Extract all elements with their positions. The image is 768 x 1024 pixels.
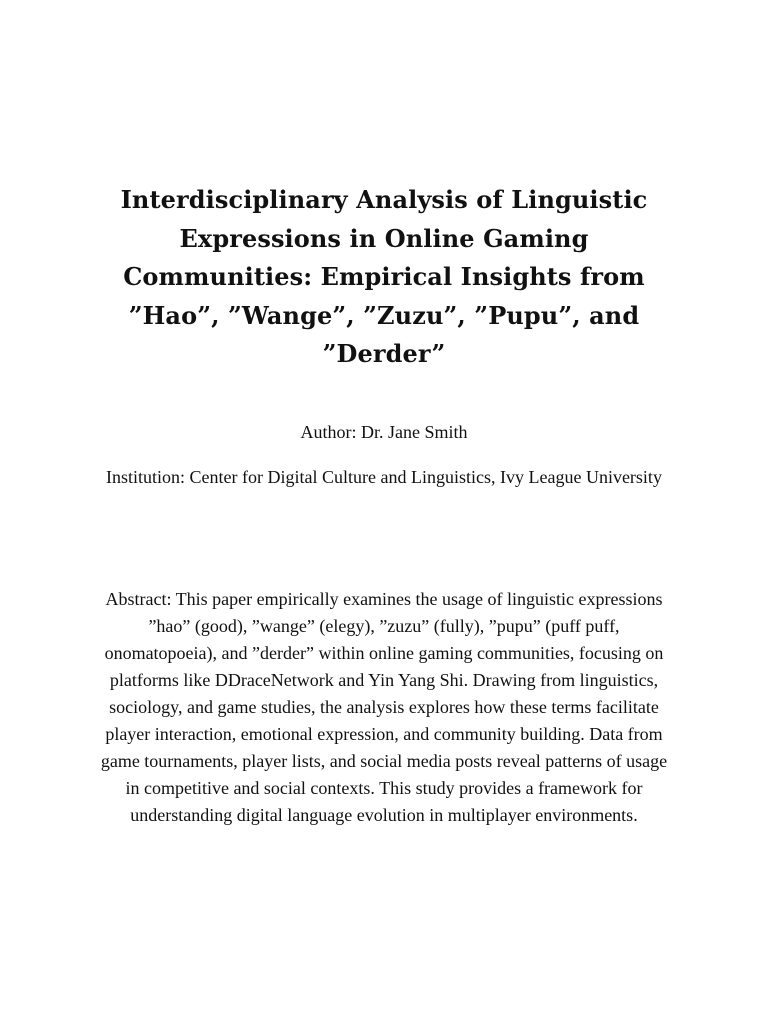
institution-line: Institution: Center for Digital Culture and Linguistics, Ivy League University (106, 467, 662, 487)
paper-title: Interdisciplinary Analysis of Linguistic Expressions in Online Gaming Communities: Empirical Insights from ”Hao”, ”Wange”, ”Zuzu”, ”Pupu”, and ”Derder” (120, 185, 648, 368)
abstract-paragraph: Abstract: This paper empirically examines the usage of linguistic expressions ”hao” (good), ”wange” (elegy), ”zuzu” (fully), ”pupu” (puff puff, onomatopoeia), and ”derder” within online gaming communities, focusing on platforms like DDraceNetwork and Yin Yang Shi. Drawing from linguistics, sociology, and game studies, the analysis explores how these terms facilitate player interaction, emotional expression, and community building. Data from game tournaments, player lists, and social media posts reveal patterns of usage in competitive and social contexts. This study provides a framework for understanding digital language evolution in multiplayer environments. (100, 589, 668, 825)
author-line: Author: Dr. Jane Smith (300, 422, 468, 442)
